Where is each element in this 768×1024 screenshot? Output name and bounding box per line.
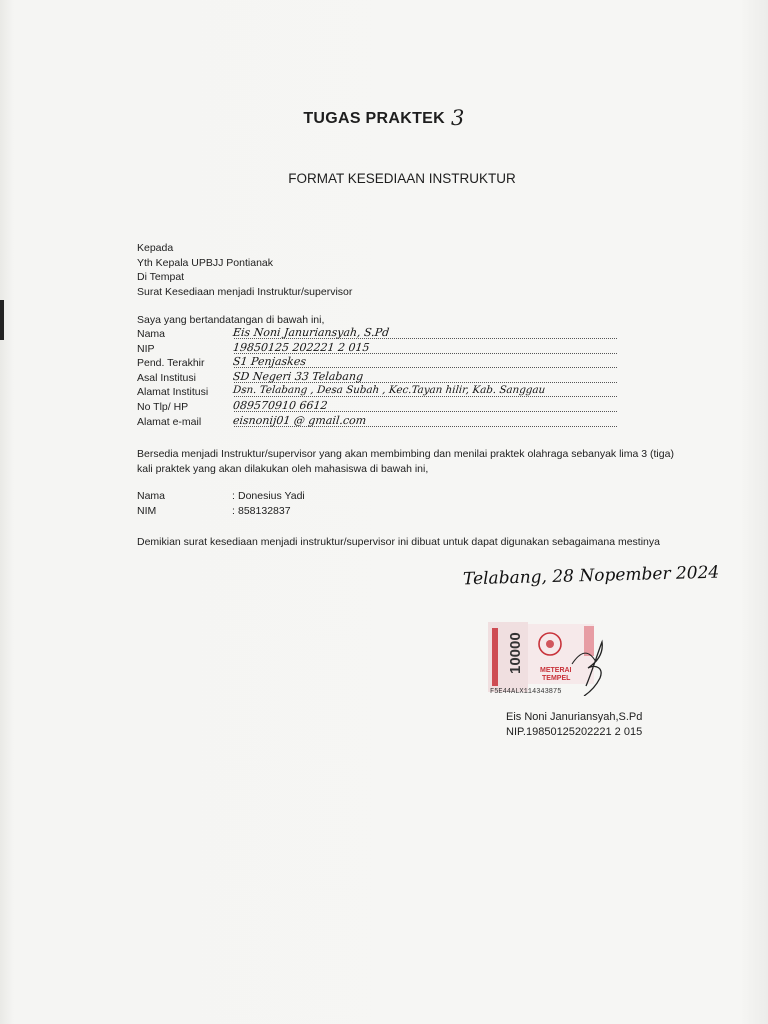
address-block	[137, 241, 352, 299]
stamp-red-stripe	[492, 628, 498, 686]
handwritten-value: Eis Noni Januriansyah, S.Pd	[232, 326, 390, 339]
address-line: Kepada	[137, 242, 174, 254]
colon: :	[232, 504, 235, 517]
field-label: NIP	[137, 342, 155, 355]
document-subtitle: FORMAT KESEDIAAN INSTRUKTUR	[288, 171, 516, 186]
handwritten-value: eisnonij01 @ gmail.com	[232, 413, 367, 427]
handwritten-date: Telabang, 28 Nopember 2024	[462, 562, 720, 590]
intro-text: Saya yang bertandatangan di bawah ini,	[137, 314, 325, 326]
handwritten-value: 19850125 202221 2 015	[232, 340, 371, 354]
stamp-text-tempel: TEMPEL	[542, 675, 571, 682]
field-label: Nama	[137, 328, 166, 340]
colon: :	[232, 490, 235, 502]
handwritten-value: SD Negeri 33 Telabang	[232, 369, 364, 383]
field-label: Alamat e-mail	[137, 415, 202, 428]
handwritten-value: S1 Penjaskes	[232, 355, 307, 369]
title-number: 3	[451, 106, 465, 130]
handwritten-value: Dsn. Telabang , Desa Subah , Kec.Tayan hilir, Kab. Sanggau	[232, 384, 546, 397]
student-name-row	[137, 490, 437, 505]
stamp-pink-bar	[584, 626, 594, 656]
student-nim-value: 858132837	[238, 504, 291, 517]
stamp-amount: 10000	[507, 632, 524, 674]
meterai-stamp-icon	[488, 622, 606, 696]
field-label: Alamat Institusi	[137, 386, 209, 399]
signer-block	[506, 710, 642, 740]
student-nim-label: NIM	[137, 504, 157, 517]
address-line: Di Tempat	[137, 271, 185, 283]
field-row-telepon	[137, 399, 617, 414]
dotted-line	[234, 396, 617, 397]
scan-edge-mark	[0, 300, 4, 340]
handwritten-value: 089570910 6612	[232, 398, 329, 412]
field-row-pendidikan	[137, 355, 617, 370]
student-name-value: Donesius Yadi	[238, 490, 305, 502]
closing-paragraph: Demikian surat kesediaan menjadi instruktur/supervisor ini dibuat untuk dapat digunakan sebagaimana mestinya	[137, 536, 660, 548]
field-label: No Tlp/ HP	[137, 400, 189, 413]
field-row-alamat-institusi	[137, 384, 617, 399]
signer-name: Eis Noni Januriansyah,S.Pd	[506, 711, 643, 723]
signer-nip: NIP.19850125202221 2 015	[506, 726, 643, 738]
field-label: Asal Institusi	[137, 371, 196, 384]
student-block	[137, 490, 437, 519]
stamp-serial: F5E44ALX114343875	[490, 688, 562, 696]
address-line: Yth Kepala UPBJJ Pontianak	[137, 256, 273, 269]
stamp-text-meterai: METERAI	[540, 667, 572, 674]
field-row-email	[137, 414, 617, 429]
student-name-label: Nama	[137, 490, 166, 502]
title-text: TUGAS PRAKTEK	[303, 110, 445, 127]
field-label: Pend. Terakhir	[137, 357, 205, 370]
address-line: Surat Kesediaan menjadi Instruktur/supervisor	[137, 285, 353, 298]
field-row-nama	[137, 326, 617, 341]
statement-paragraph: Bersedia menjadi Instruktur/supervisor yang akan membimbing dan menilai praktek olahraga sebanyak lima 3 (tiga) kali praktek yang akan dilakukan oleh mahasiswa di bawah ini,	[137, 448, 674, 475]
field-row-nip	[137, 341, 617, 356]
stamp-emblem-core	[546, 640, 554, 648]
instructor-fields	[137, 326, 617, 428]
document-title	[0, 104, 768, 128]
field-row-asal-institusi	[137, 370, 617, 385]
student-nim-row	[137, 505, 437, 520]
